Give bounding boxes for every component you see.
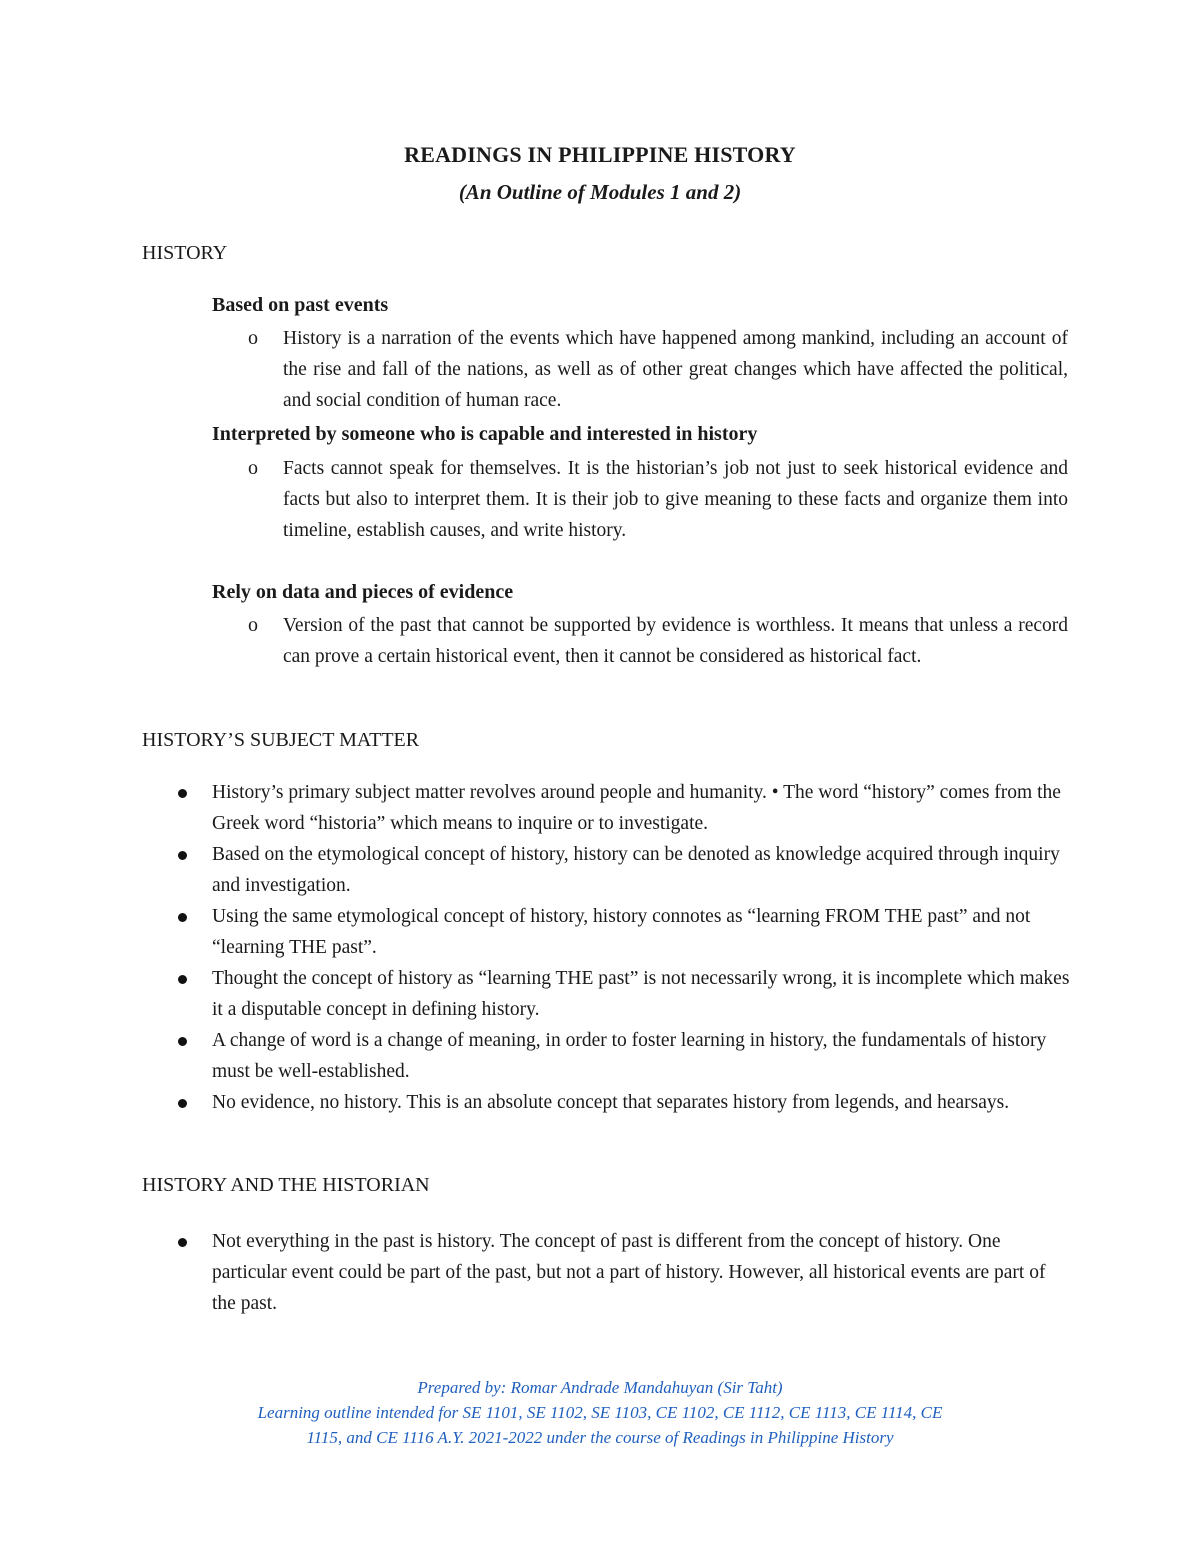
list-item: Thought the concept of history as “learning THE past” is not necessarily wrong, it is incomplete which makes it a disputable concept in defining history. bbox=[170, 963, 1070, 1025]
bullet-icon bbox=[178, 1037, 187, 1046]
subheading-interpreted: Interpreted by someone who is capable and interested in history bbox=[212, 423, 758, 445]
bullet-icon bbox=[178, 851, 187, 860]
outline-item bbox=[248, 453, 1068, 546]
outline-item-text: Version of the past that cannot be supported by evidence is worthless. It means that unless a record can prove a certain historical event, then it cannot be considered as historical fact. bbox=[283, 615, 1068, 667]
document-footer bbox=[180, 1375, 1020, 1450]
document-title: READINGS IN PHILIPPINE HISTORY bbox=[404, 142, 796, 167]
outline-item bbox=[248, 610, 1068, 672]
section-heading-history: HISTORY bbox=[142, 242, 228, 264]
historian-bullet-list bbox=[170, 1226, 1070, 1319]
list-item: No evidence, no history. This is an absolute concept that separates history from legends, and hearsays. bbox=[170, 1087, 1070, 1118]
section-heading-historian: HISTORY AND THE HISTORIAN bbox=[142, 1174, 430, 1196]
document-subtitle: (An Outline of Modules 1 and 2) bbox=[458, 180, 742, 204]
footer-prepared-by: Prepared by: Romar Andrade Mandahuyan (Sir Taht) bbox=[417, 1378, 783, 1397]
outline-item-text: Facts cannot speak for themselves. It is the historian’s job not just to seek historical evidence and facts but also to interpret them. It is their job to give meaning to these facts and organize them into timeline, establish causes, and write history. bbox=[283, 458, 1068, 541]
bullet-icon bbox=[178, 913, 187, 922]
footer-line-3: 1115, and CE 1116 A.Y. 2021-2022 under the course of Readings in Philippine History bbox=[306, 1428, 894, 1447]
section-heading-subject-matter: HISTORY’S SUBJECT MATTER bbox=[142, 729, 420, 751]
subheading-based-on-past-events: Based on past events bbox=[212, 294, 389, 316]
bullet-icon bbox=[178, 1099, 187, 1108]
bullet-icon bbox=[178, 789, 187, 798]
circle-marker-icon: o bbox=[248, 457, 258, 479]
subheading-rely-on-data: Rely on data and pieces of evidence bbox=[212, 581, 514, 603]
list-item: Using the same etymological concept of history, history connotes as “learning FROM THE past” and not “learning THE past”. bbox=[170, 901, 1070, 963]
list-item: Not everything in the past is history. The concept of past is different from the concept of history. One particular event could be part of the past, but not a part of history. However, all historical events are part of the past. bbox=[170, 1226, 1070, 1319]
outline-item bbox=[248, 323, 1068, 416]
footer-line-2: Learning outline intended for SE 1101, SE 1102, SE 1103, CE 1102, CE 1112, CE 1113, CE 1114, CE bbox=[257, 1403, 943, 1422]
bullet-icon bbox=[178, 1238, 187, 1247]
outline-item-text: History is a narration of the events which have happened among mankind, including an account of the rise and fall of the nations, as well as of other great changes which have affected the political, and social condition of human race. bbox=[283, 328, 1068, 411]
circle-marker-icon: o bbox=[248, 327, 258, 349]
circle-marker-icon: o bbox=[248, 614, 258, 636]
list-item: A change of word is a change of meaning, in order to foster learning in history, the fundamentals of history must be well-established. bbox=[170, 1025, 1070, 1087]
list-item: History’s primary subject matter revolves around people and humanity. • The word “history” comes from the Greek word “historia” which means to inquire or to investigate. bbox=[170, 777, 1070, 839]
bullet-icon bbox=[178, 975, 187, 984]
subject-matter-bullet-list bbox=[170, 777, 1070, 1118]
list-item: Based on the etymological concept of history, history can be denoted as knowledge acquired through inquiry and investigation. bbox=[170, 839, 1070, 901]
